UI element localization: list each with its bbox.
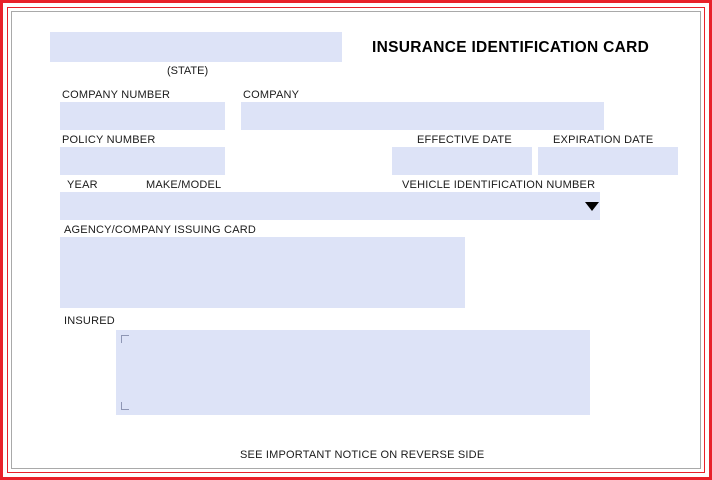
policy-number-input[interactable]	[60, 147, 225, 175]
insurance-id-card	[11, 11, 701, 469]
page-title: INSURANCE IDENTIFICATION CARD	[372, 39, 650, 56]
company-label: COMPANY	[243, 89, 300, 101]
insured-corner-mark-bottom-left	[121, 402, 129, 410]
reverse-side-notice: SEE IMPORTANT NOTICE ON REVERSE SIDE	[240, 449, 485, 461]
expiration-date-label: EXPIRATION DATE	[553, 134, 654, 146]
company-input[interactable]	[241, 102, 604, 130]
policy-number-label: POLICY NUMBER	[62, 134, 156, 146]
vin-label: VEHICLE IDENTIFICATION NUMBER	[402, 179, 596, 191]
chevron-down-icon[interactable]	[585, 202, 599, 211]
insured-input[interactable]	[116, 330, 590, 415]
document-page-inner-border	[7, 7, 705, 473]
state-caption: (STATE)	[167, 65, 209, 77]
vehicle-row-input[interactable]	[60, 192, 600, 220]
agency-label: AGENCY/COMPANY ISSUING CARD	[64, 224, 257, 236]
insured-corner-mark-top-left	[121, 335, 129, 343]
company-number-input[interactable]	[60, 102, 225, 130]
year-label: YEAR	[67, 179, 98, 191]
state-input[interactable]	[50, 32, 342, 62]
expiration-date-input[interactable]	[538, 147, 678, 175]
company-number-label: COMPANY NUMBER	[62, 89, 171, 101]
agency-input-extension[interactable]	[60, 294, 465, 308]
effective-date-input[interactable]	[392, 147, 532, 175]
insured-label: INSURED	[64, 315, 115, 327]
effective-date-label: EFFECTIVE DATE	[417, 134, 512, 146]
make-model-label: MAKE/MODEL	[146, 179, 222, 191]
